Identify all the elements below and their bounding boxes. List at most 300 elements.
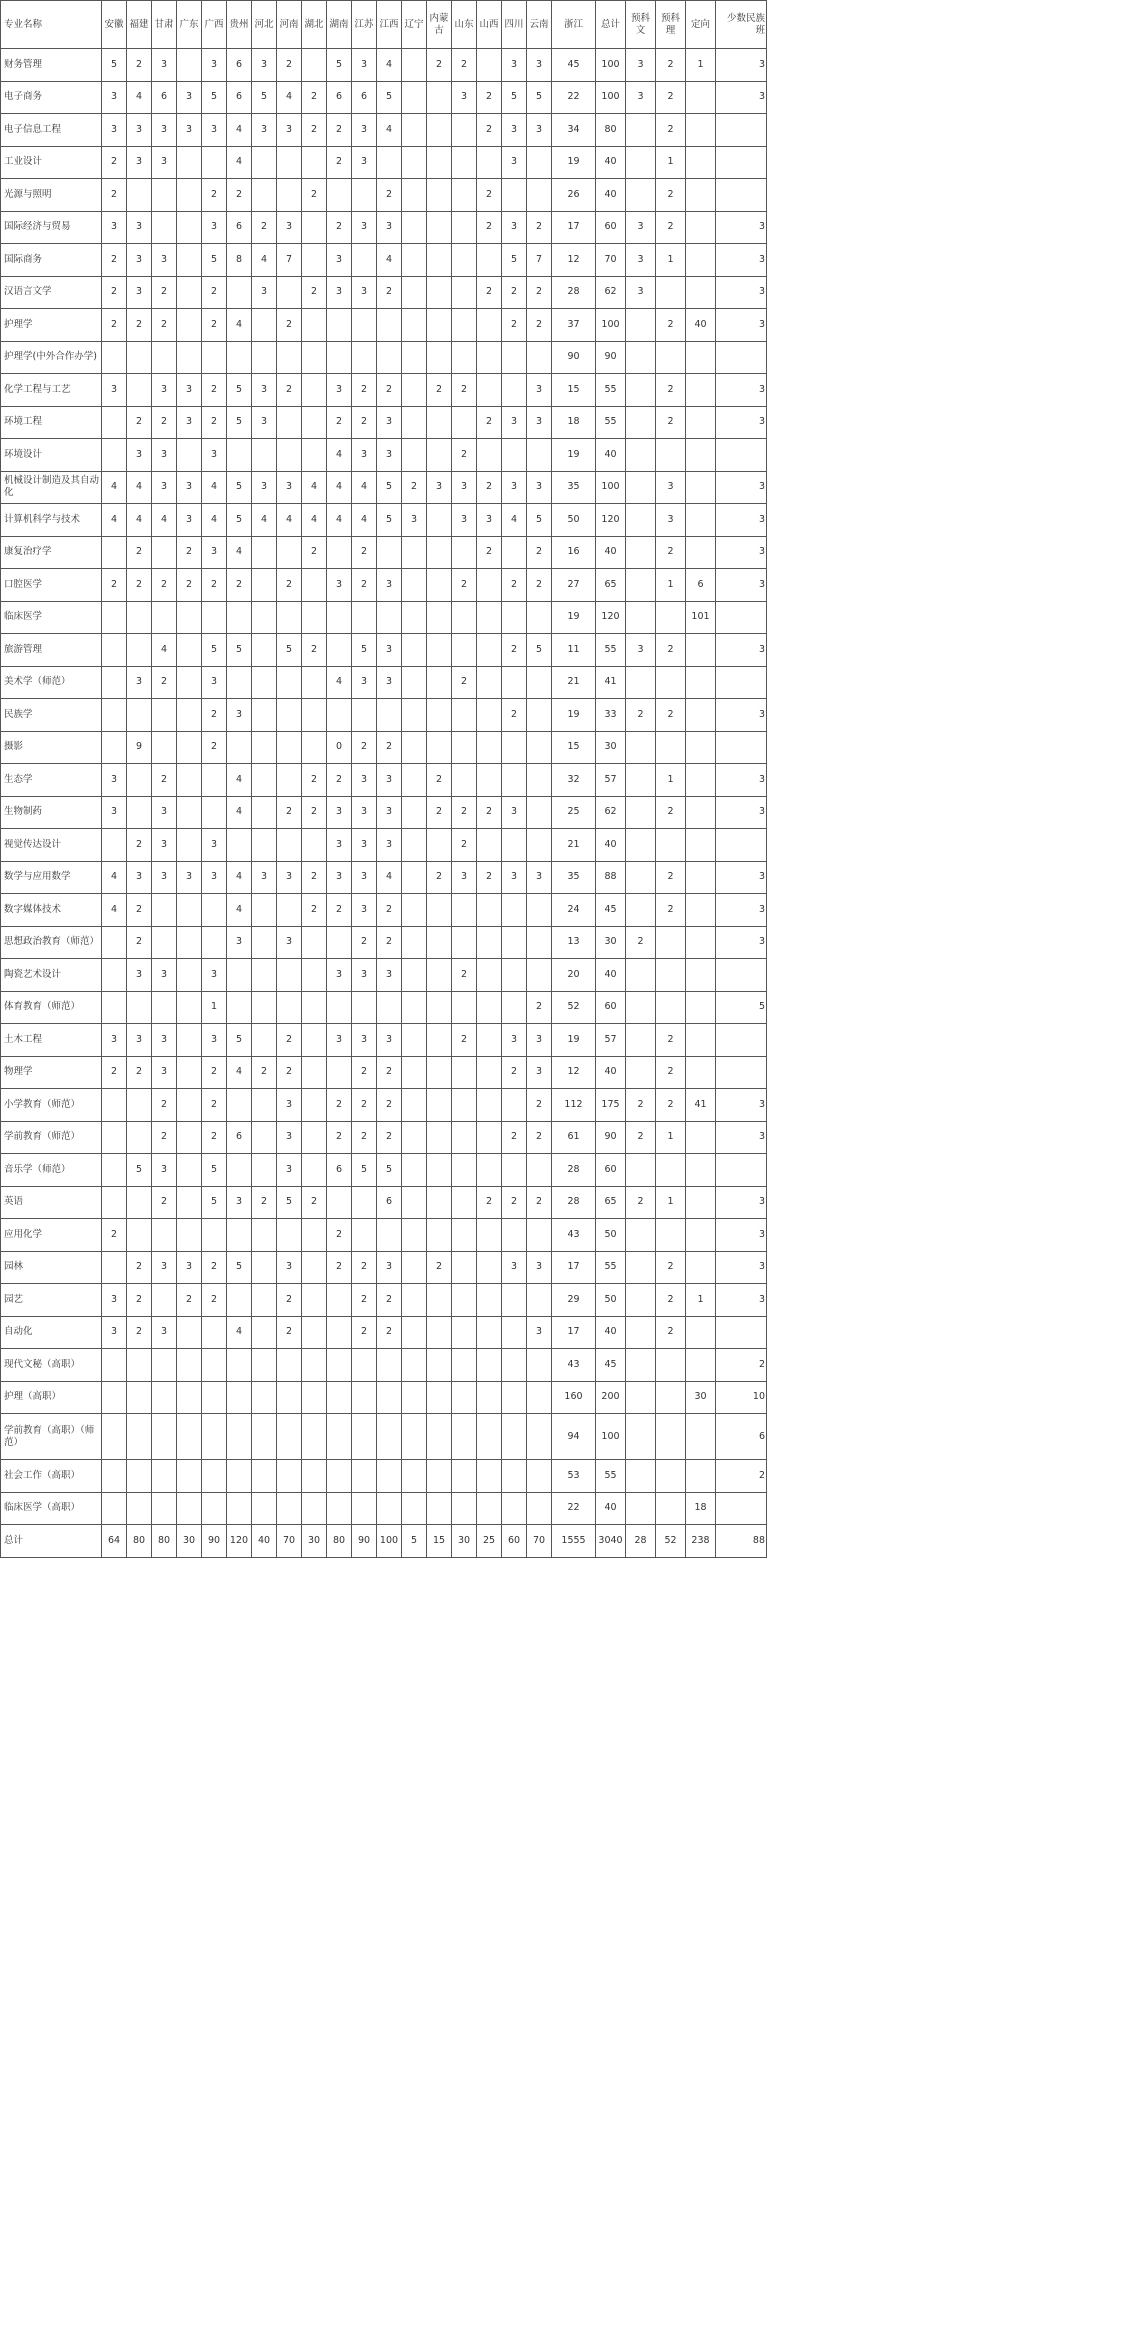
major-cell bbox=[452, 1219, 477, 1252]
major-cell bbox=[452, 1251, 477, 1284]
major-cell bbox=[527, 926, 552, 959]
major-cell bbox=[127, 1460, 152, 1493]
major-cell bbox=[227, 1414, 252, 1460]
major-cell bbox=[452, 179, 477, 212]
major-cell bbox=[352, 309, 377, 342]
major-cell: 2 bbox=[477, 211, 502, 244]
major-cell bbox=[452, 1460, 477, 1493]
major-cell: 2 bbox=[452, 1024, 477, 1057]
major-cell bbox=[227, 666, 252, 699]
major-cell bbox=[427, 146, 452, 179]
major-cell: 3 bbox=[277, 1154, 302, 1187]
major-cell: 3 bbox=[102, 764, 127, 797]
total-cell: 28 bbox=[626, 1525, 656, 1558]
major-cell bbox=[252, 764, 277, 797]
major-cell: 18 bbox=[686, 1492, 716, 1525]
major-cell: 3 bbox=[352, 1024, 377, 1057]
major-cell bbox=[152, 211, 177, 244]
major-cell: 3 bbox=[377, 1251, 402, 1284]
major-cell bbox=[716, 439, 767, 472]
total-cell: 80 bbox=[127, 1525, 152, 1558]
total-cell: 120 bbox=[227, 1525, 252, 1558]
major-cell bbox=[252, 991, 277, 1024]
total-cell: 70 bbox=[277, 1525, 302, 1558]
major-cell bbox=[477, 374, 502, 407]
major-cell bbox=[252, 1316, 277, 1349]
major-cell bbox=[302, 1024, 327, 1057]
major-cell bbox=[626, 764, 656, 797]
major-cell bbox=[252, 1024, 277, 1057]
total-cell: 30 bbox=[452, 1525, 477, 1558]
major-cell: 4 bbox=[227, 796, 252, 829]
major-cell: 35 bbox=[552, 471, 596, 504]
major-cell bbox=[402, 1056, 427, 1089]
table-row bbox=[1, 341, 767, 374]
major-cell bbox=[656, 1219, 686, 1252]
major-cell: 2 bbox=[152, 569, 177, 602]
table-row bbox=[1, 81, 767, 114]
major-cell bbox=[177, 1381, 202, 1414]
major-cell: 2 bbox=[352, 406, 377, 439]
major-cell: 100 bbox=[596, 471, 626, 504]
major-cell: 2 bbox=[527, 211, 552, 244]
major-cell bbox=[427, 666, 452, 699]
major-cell: 2 bbox=[502, 569, 527, 602]
major-cell: 55 bbox=[596, 1251, 626, 1284]
major-cell: 4 bbox=[327, 439, 352, 472]
major-cell: 3 bbox=[716, 406, 767, 439]
major-cell bbox=[427, 114, 452, 147]
major-cell bbox=[352, 991, 377, 1024]
major-cell: 5 bbox=[252, 81, 277, 114]
major-cell: 2 bbox=[202, 699, 227, 732]
major-cell bbox=[252, 926, 277, 959]
major-cell bbox=[177, 894, 202, 927]
major-cell: 2 bbox=[502, 1121, 527, 1154]
major-cell bbox=[302, 309, 327, 342]
major-cell bbox=[477, 309, 502, 342]
major-cell: 53 bbox=[552, 1460, 596, 1493]
major-cell: 50 bbox=[552, 504, 596, 537]
major-cell bbox=[302, 1316, 327, 1349]
major-cell: 2 bbox=[202, 276, 227, 309]
major-cell bbox=[177, 1316, 202, 1349]
major-cell bbox=[626, 536, 656, 569]
major-cell bbox=[152, 179, 177, 212]
major-cell bbox=[527, 341, 552, 374]
major-cell bbox=[402, 1219, 427, 1252]
major-cell: 3 bbox=[202, 439, 227, 472]
major-cell bbox=[686, 861, 716, 894]
column-header-cell: 少数民族班 bbox=[716, 1, 767, 49]
major-cell: 65 bbox=[596, 569, 626, 602]
major-cell: 3 bbox=[502, 861, 527, 894]
major-cell: 2 bbox=[102, 1219, 127, 1252]
major-cell bbox=[177, 1414, 202, 1460]
major-cell: 5 bbox=[377, 504, 402, 537]
table-row bbox=[1, 536, 767, 569]
major-cell bbox=[102, 1186, 127, 1219]
major-cell bbox=[527, 731, 552, 764]
major-cell bbox=[152, 699, 177, 732]
major-cell: 3 bbox=[327, 861, 352, 894]
major-cell: 3 bbox=[377, 439, 402, 472]
total-cell: 238 bbox=[686, 1525, 716, 1558]
major-cell: 2 bbox=[327, 1089, 352, 1122]
major-cell: 3 bbox=[527, 861, 552, 894]
major-cell: 5 bbox=[527, 634, 552, 667]
major-cell bbox=[427, 829, 452, 862]
major-cell: 2 bbox=[252, 211, 277, 244]
major-cell: 1 bbox=[656, 1121, 686, 1154]
column-header-cell: 湖北 bbox=[302, 1, 327, 49]
major-cell: 2 bbox=[352, 731, 377, 764]
major-cell bbox=[277, 894, 302, 927]
major-cell bbox=[352, 1492, 377, 1525]
major-label: 民族学 bbox=[1, 699, 102, 732]
major-cell: 2 bbox=[152, 1186, 177, 1219]
major-cell bbox=[626, 1024, 656, 1057]
major-cell bbox=[127, 341, 152, 374]
table-row bbox=[1, 504, 767, 537]
major-cell: 1 bbox=[656, 764, 686, 797]
major-cell: 2 bbox=[527, 991, 552, 1024]
total-cell: 90 bbox=[352, 1525, 377, 1558]
major-cell: 5 bbox=[327, 49, 352, 82]
major-cell: 3 bbox=[252, 374, 277, 407]
major-cell: 40 bbox=[596, 829, 626, 862]
major-cell bbox=[626, 1414, 656, 1460]
major-cell: 61 bbox=[552, 1121, 596, 1154]
major-cell bbox=[626, 569, 656, 602]
major-cell: 55 bbox=[596, 634, 626, 667]
major-cell bbox=[427, 1316, 452, 1349]
column-header-cell: 山西 bbox=[477, 1, 502, 49]
major-cell bbox=[252, 179, 277, 212]
major-cell bbox=[427, 341, 452, 374]
major-cell: 3 bbox=[452, 861, 477, 894]
major-cell: 2 bbox=[656, 894, 686, 927]
major-cell: 2 bbox=[352, 374, 377, 407]
major-cell bbox=[177, 49, 202, 82]
major-cell: 60 bbox=[596, 211, 626, 244]
major-cell: 100 bbox=[596, 1414, 626, 1460]
major-cell bbox=[327, 1316, 352, 1349]
major-cell: 3 bbox=[527, 1251, 552, 1284]
major-cell: 100 bbox=[596, 309, 626, 342]
major-cell bbox=[227, 1381, 252, 1414]
major-cell bbox=[102, 1460, 127, 1493]
major-cell: 3 bbox=[716, 796, 767, 829]
major-cell: 45 bbox=[552, 49, 596, 82]
major-cell: 5 bbox=[202, 81, 227, 114]
major-cell bbox=[402, 146, 427, 179]
major-label: 思想政治教育（师范） bbox=[1, 926, 102, 959]
major-cell bbox=[427, 1024, 452, 1057]
major-label: 社会工作（高职） bbox=[1, 1460, 102, 1493]
major-cell: 2 bbox=[527, 276, 552, 309]
major-cell: 2 bbox=[127, 926, 152, 959]
major-label: 体育教育（师范） bbox=[1, 991, 102, 1024]
major-cell bbox=[686, 276, 716, 309]
major-cell: 2 bbox=[477, 1186, 502, 1219]
major-cell bbox=[302, 1492, 327, 1525]
major-cell: 120 bbox=[596, 601, 626, 634]
major-cell: 101 bbox=[686, 601, 716, 634]
major-cell bbox=[716, 829, 767, 862]
major-cell bbox=[402, 1251, 427, 1284]
column-header-cell: 湖南 bbox=[327, 1, 352, 49]
table-row bbox=[1, 1381, 767, 1414]
major-cell bbox=[202, 1381, 227, 1414]
major-cell bbox=[327, 1460, 352, 1493]
table-row bbox=[1, 569, 767, 602]
major-cell: 3 bbox=[352, 276, 377, 309]
major-cell: 3 bbox=[626, 634, 656, 667]
major-cell: 5 bbox=[277, 634, 302, 667]
major-cell: 24 bbox=[552, 894, 596, 927]
major-cell: 20 bbox=[552, 959, 596, 992]
major-cell: 2 bbox=[377, 926, 402, 959]
major-cell: 4 bbox=[152, 634, 177, 667]
major-cell: 3 bbox=[127, 666, 152, 699]
major-cell: 3 bbox=[502, 114, 527, 147]
major-cell: 3 bbox=[177, 406, 202, 439]
major-cell: 57 bbox=[596, 1024, 626, 1057]
major-cell: 21 bbox=[552, 666, 596, 699]
major-cell bbox=[202, 1349, 227, 1382]
major-cell bbox=[686, 731, 716, 764]
major-cell bbox=[277, 1492, 302, 1525]
major-cell bbox=[327, 1349, 352, 1382]
major-cell bbox=[656, 959, 686, 992]
major-cell: 2 bbox=[502, 699, 527, 732]
major-cell: 10 bbox=[716, 1381, 767, 1414]
major-cell: 3 bbox=[177, 374, 202, 407]
major-cell bbox=[452, 634, 477, 667]
major-cell: 2 bbox=[127, 894, 152, 927]
major-cell: 2 bbox=[127, 536, 152, 569]
table-row bbox=[1, 309, 767, 342]
major-cell bbox=[402, 634, 427, 667]
major-cell: 2 bbox=[626, 926, 656, 959]
major-cell bbox=[427, 536, 452, 569]
major-cell: 2 bbox=[127, 1284, 152, 1317]
major-cell: 2 bbox=[102, 1056, 127, 1089]
major-cell bbox=[427, 1284, 452, 1317]
major-cell: 3 bbox=[502, 146, 527, 179]
major-cell: 5 bbox=[352, 1154, 377, 1187]
major-cell: 3 bbox=[716, 1251, 767, 1284]
major-cell bbox=[626, 1154, 656, 1187]
major-cell bbox=[452, 211, 477, 244]
major-cell bbox=[452, 309, 477, 342]
table-row bbox=[1, 1349, 767, 1382]
major-cell bbox=[402, 699, 427, 732]
major-cell bbox=[626, 504, 656, 537]
major-cell bbox=[102, 1251, 127, 1284]
major-cell bbox=[477, 49, 502, 82]
major-cell: 3 bbox=[102, 211, 127, 244]
major-cell: 3 bbox=[527, 1316, 552, 1349]
major-cell: 6 bbox=[227, 1121, 252, 1154]
major-cell bbox=[527, 146, 552, 179]
major-cell bbox=[626, 1460, 656, 1493]
major-cell bbox=[177, 276, 202, 309]
major-cell bbox=[152, 1284, 177, 1317]
major-cell bbox=[477, 1056, 502, 1089]
major-cell: 2 bbox=[202, 569, 227, 602]
major-cell bbox=[477, 244, 502, 277]
major-cell: 2 bbox=[402, 471, 427, 504]
major-cell: 3 bbox=[352, 114, 377, 147]
major-cell: 3 bbox=[716, 1089, 767, 1122]
major-cell: 5 bbox=[227, 504, 252, 537]
table-row bbox=[1, 179, 767, 212]
major-cell bbox=[716, 1024, 767, 1057]
major-cell bbox=[277, 1349, 302, 1382]
major-cell bbox=[352, 1186, 377, 1219]
major-cell: 2 bbox=[202, 1121, 227, 1154]
major-cell: 3 bbox=[377, 1024, 402, 1057]
major-cell: 3 bbox=[227, 926, 252, 959]
major-cell bbox=[402, 1381, 427, 1414]
major-cell: 5 bbox=[377, 471, 402, 504]
major-cell: 3 bbox=[656, 504, 686, 537]
major-cell: 3 bbox=[626, 49, 656, 82]
major-cell: 5 bbox=[502, 81, 527, 114]
table-row bbox=[1, 861, 767, 894]
major-cell: 40 bbox=[686, 309, 716, 342]
major-cell bbox=[202, 796, 227, 829]
major-cell: 43 bbox=[552, 1349, 596, 1382]
major-cell bbox=[477, 699, 502, 732]
major-cell: 2 bbox=[277, 569, 302, 602]
major-cell: 2 bbox=[327, 146, 352, 179]
major-cell: 3 bbox=[152, 374, 177, 407]
major-cell bbox=[686, 959, 716, 992]
major-cell: 40 bbox=[596, 536, 626, 569]
major-cell: 3 bbox=[252, 49, 277, 82]
major-cell: 2 bbox=[377, 179, 402, 212]
major-cell: 3 bbox=[716, 894, 767, 927]
major-cell bbox=[302, 991, 327, 1024]
major-cell: 2 bbox=[502, 1186, 527, 1219]
major-cell bbox=[302, 1251, 327, 1284]
major-cell bbox=[302, 926, 327, 959]
major-cell: 2 bbox=[277, 49, 302, 82]
major-cell: 3 bbox=[716, 81, 767, 114]
major-cell: 3 bbox=[327, 1024, 352, 1057]
major-cell bbox=[502, 1089, 527, 1122]
major-cell bbox=[127, 179, 152, 212]
major-cell: 9 bbox=[127, 731, 152, 764]
column-header-cell: 山东 bbox=[452, 1, 477, 49]
major-cell: 3 bbox=[352, 959, 377, 992]
major-cell bbox=[202, 764, 227, 797]
major-cell: 3 bbox=[716, 276, 767, 309]
major-cell bbox=[252, 894, 277, 927]
major-cell bbox=[686, 1316, 716, 1349]
major-cell: 6 bbox=[227, 81, 252, 114]
major-cell: 3 bbox=[716, 634, 767, 667]
major-cell bbox=[102, 991, 127, 1024]
major-cell bbox=[302, 341, 327, 374]
major-cell bbox=[502, 926, 527, 959]
major-cell bbox=[152, 341, 177, 374]
column-header-cell: 河南 bbox=[277, 1, 302, 49]
major-cell: 2 bbox=[427, 796, 452, 829]
major-cell bbox=[527, 1492, 552, 1525]
major-cell bbox=[427, 309, 452, 342]
major-cell: 2 bbox=[352, 1121, 377, 1154]
major-cell: 3 bbox=[202, 1024, 227, 1057]
total-cell: 30 bbox=[302, 1525, 327, 1558]
major-cell bbox=[152, 926, 177, 959]
major-cell bbox=[527, 796, 552, 829]
major-cell: 5 bbox=[377, 1154, 402, 1187]
major-cell: 2 bbox=[202, 374, 227, 407]
table-row bbox=[1, 991, 767, 1024]
major-cell: 5 bbox=[227, 374, 252, 407]
major-label: 园林 bbox=[1, 1251, 102, 1284]
major-cell bbox=[402, 244, 427, 277]
major-cell bbox=[277, 179, 302, 212]
column-header-cell: 总计 bbox=[596, 1, 626, 49]
major-cell bbox=[477, 341, 502, 374]
major-cell bbox=[626, 829, 656, 862]
major-cell bbox=[277, 699, 302, 732]
major-cell bbox=[427, 504, 452, 537]
major-cell bbox=[252, 1349, 277, 1382]
major-cell: 3 bbox=[277, 926, 302, 959]
major-cell: 4 bbox=[252, 244, 277, 277]
major-cell: 2 bbox=[477, 796, 502, 829]
major-cell: 27 bbox=[552, 569, 596, 602]
major-label: 环境工程 bbox=[1, 406, 102, 439]
major-cell bbox=[686, 1186, 716, 1219]
major-cell bbox=[402, 1121, 427, 1154]
major-cell bbox=[252, 1251, 277, 1284]
major-cell bbox=[152, 1381, 177, 1414]
major-cell: 40 bbox=[596, 1056, 626, 1089]
major-cell: 2 bbox=[452, 439, 477, 472]
major-cell: 160 bbox=[552, 1381, 596, 1414]
major-cell bbox=[626, 1056, 656, 1089]
major-cell bbox=[686, 536, 716, 569]
major-cell: 3 bbox=[377, 796, 402, 829]
major-cell: 4 bbox=[377, 244, 402, 277]
major-cell bbox=[527, 1284, 552, 1317]
major-cell bbox=[127, 764, 152, 797]
major-cell bbox=[427, 894, 452, 927]
major-cell: 5 bbox=[527, 81, 552, 114]
table-body bbox=[1, 1, 767, 1558]
major-cell bbox=[177, 991, 202, 1024]
major-cell bbox=[656, 666, 686, 699]
major-cell: 5 bbox=[352, 634, 377, 667]
major-cell: 3 bbox=[626, 276, 656, 309]
major-cell bbox=[427, 1121, 452, 1154]
major-cell: 3 bbox=[277, 1251, 302, 1284]
major-cell bbox=[177, 731, 202, 764]
major-cell bbox=[686, 211, 716, 244]
major-cell: 3 bbox=[177, 114, 202, 147]
major-cell: 30 bbox=[686, 1381, 716, 1414]
major-cell: 2 bbox=[102, 244, 127, 277]
major-cell bbox=[477, 829, 502, 862]
major-cell: 4 bbox=[302, 471, 327, 504]
